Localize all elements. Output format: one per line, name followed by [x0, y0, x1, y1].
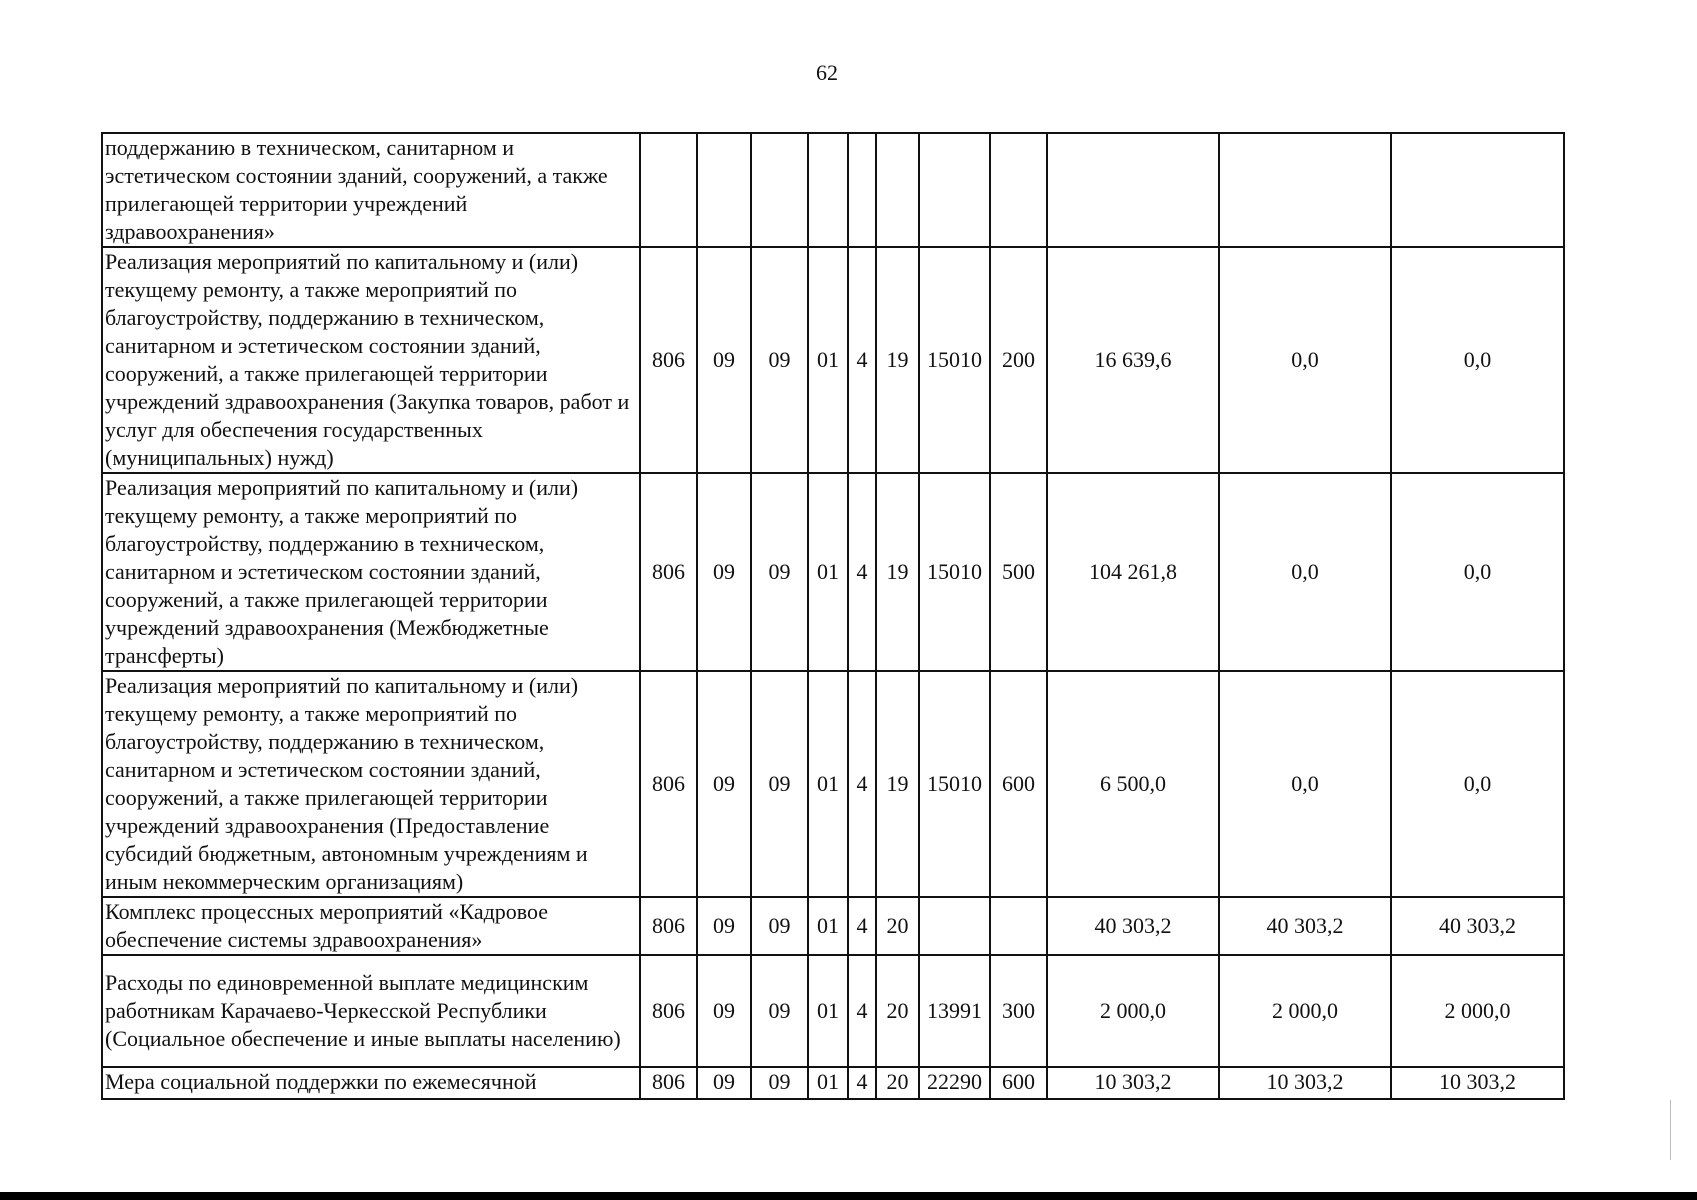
code-type: 4: [848, 1067, 876, 1099]
code-expense-type: [990, 897, 1047, 955]
code-subsection: 09: [751, 671, 808, 897]
scan-artifact-line: [1670, 1100, 1671, 1160]
code-subsection: 09: [751, 247, 808, 473]
code-section: 09: [697, 955, 751, 1067]
code-direction: 13991: [919, 955, 990, 1067]
code-section: 09: [697, 247, 751, 473]
code-program: 01: [808, 671, 848, 897]
page-number: 62: [816, 60, 838, 85]
code-direction: 15010: [919, 247, 990, 473]
code-subsection: 09: [751, 473, 808, 671]
code-program: 01: [808, 1067, 848, 1099]
row-description: Мера социальной поддержки по ежемесячной: [102, 1067, 640, 1099]
row-description: Реализация мероприятий по капитальному и (или) текущему ремонту, а также мероприятий по благоустройству, поддержанию в техническом, санитарном и эстетическом состоянии зданий, сооружений, а также прилегающей территории учреждений здравоохранения (Закупка товаров, работ и услуг для обеспечения государственных (муниципальных) нужд): [102, 247, 640, 473]
amount-year-2: 0,0: [1219, 671, 1391, 897]
code-type: 4: [848, 671, 876, 897]
code-type: 4: [848, 247, 876, 473]
amount-year-2: 40 303,2: [1219, 897, 1391, 955]
amount-year-3: [1391, 133, 1564, 247]
code-expense-type: 600: [990, 1067, 1047, 1099]
amount-year-3: 0,0: [1391, 247, 1564, 473]
code-section: 09: [697, 897, 751, 955]
code-expense-type: 200: [990, 247, 1047, 473]
table-row: [102, 133, 1564, 247]
code-ministry: 806: [640, 247, 697, 473]
amount-year-3: 10 303,2: [1391, 1067, 1564, 1099]
code-direction: 22290: [919, 1067, 990, 1099]
code-subprogram: 20: [876, 1067, 919, 1099]
amount-year-1: 104 261,8: [1047, 473, 1219, 671]
code-subprogram: 19: [876, 671, 919, 897]
code-program: [808, 133, 848, 247]
amount-year-1: 2 000,0: [1047, 955, 1219, 1067]
row-description: Реализация мероприятий по капитальному и (или) текущему ремонту, а также мероприятий по благоустройству, поддержанию в техническом, санитарном и эстетическом состоянии зданий, сооружений, а также прилегающей территории учреждений здравоохранения (Предоставление субсидий бюджетным, автономным учреждениям и иным некоммерческим организациям): [102, 671, 640, 897]
row-description: Реализация мероприятий по капитальному и (или) текущему ремонту, а также мероприятий по благоустройству, поддержанию в техническом, санитарном и эстетическом состоянии зданий, сооружений, а также прилегающей территории учреждений здравоохранения (Межбюджетные трансферты): [102, 473, 640, 671]
table-row: [102, 1067, 1564, 1099]
code-type: [848, 133, 876, 247]
code-subprogram: [876, 133, 919, 247]
row-description: Комплекс процессных мероприятий «Кадровое обеспечение системы здравоохранения»: [102, 897, 640, 955]
amount-year-3: 0,0: [1391, 671, 1564, 897]
code-ministry: 806: [640, 1067, 697, 1099]
amount-year-1: 10 303,2: [1047, 1067, 1219, 1099]
code-subprogram: 19: [876, 247, 919, 473]
code-program: 01: [808, 247, 848, 473]
code-program: 01: [808, 955, 848, 1067]
amount-year-3: 0,0: [1391, 473, 1564, 671]
code-expense-type: 300: [990, 955, 1047, 1067]
scan-bottom-edge: [0, 1192, 1697, 1200]
code-ministry: [640, 133, 697, 247]
code-subprogram: 20: [876, 955, 919, 1067]
code-direction: 15010: [919, 473, 990, 671]
amount-year-2: 0,0: [1219, 247, 1391, 473]
amount-year-2: 10 303,2: [1219, 1067, 1391, 1099]
code-direction: [919, 133, 990, 247]
code-expense-type: [990, 133, 1047, 247]
code-subprogram: 19: [876, 473, 919, 671]
code-section: 09: [697, 1067, 751, 1099]
table-row: [102, 671, 1564, 897]
code-program: 01: [808, 897, 848, 955]
code-ministry: 806: [640, 955, 697, 1067]
amount-year-3: 2 000,0: [1391, 955, 1564, 1067]
budget-table: [101, 132, 1565, 1100]
code-subsection: 09: [751, 955, 808, 1067]
table-row: [102, 247, 1564, 473]
code-type: 4: [848, 955, 876, 1067]
code-ministry: 806: [640, 473, 697, 671]
code-ministry: 806: [640, 897, 697, 955]
code-direction: [919, 897, 990, 955]
code-subsection: [751, 133, 808, 247]
table-row: [102, 955, 1564, 1067]
amount-year-2: [1219, 133, 1391, 247]
amount-year-2: 0,0: [1219, 473, 1391, 671]
code-section: [697, 133, 751, 247]
row-description: Расходы по единовременной выплате медицинским работникам Карачаево-Черкесской Республики (Социальное обеспечение и иные выплаты населению): [102, 955, 640, 1067]
amount-year-1: 6 500,0: [1047, 671, 1219, 897]
amount-year-1: [1047, 133, 1219, 247]
code-subprogram: 20: [876, 897, 919, 955]
code-section: 09: [697, 671, 751, 897]
amount-year-1: 16 639,6: [1047, 247, 1219, 473]
code-expense-type: 500: [990, 473, 1047, 671]
amount-year-3: 40 303,2: [1391, 897, 1564, 955]
code-subsection: 09: [751, 897, 808, 955]
amount-year-2: 2 000,0: [1219, 955, 1391, 1067]
code-subsection: 09: [751, 1067, 808, 1099]
code-type: 4: [848, 897, 876, 955]
code-type: 4: [848, 473, 876, 671]
row-description: поддержанию в техническом, санитарном и эстетическом состоянии зданий, сооружений, а также прилегающей территории учреждений здравоохранения»: [102, 133, 640, 247]
amount-year-1: 40 303,2: [1047, 897, 1219, 955]
code-direction: 15010: [919, 671, 990, 897]
code-expense-type: 600: [990, 671, 1047, 897]
table-row: [102, 897, 1564, 955]
code-program: 01: [808, 473, 848, 671]
table-row: [102, 473, 1564, 671]
code-ministry: 806: [640, 671, 697, 897]
code-section: 09: [697, 473, 751, 671]
